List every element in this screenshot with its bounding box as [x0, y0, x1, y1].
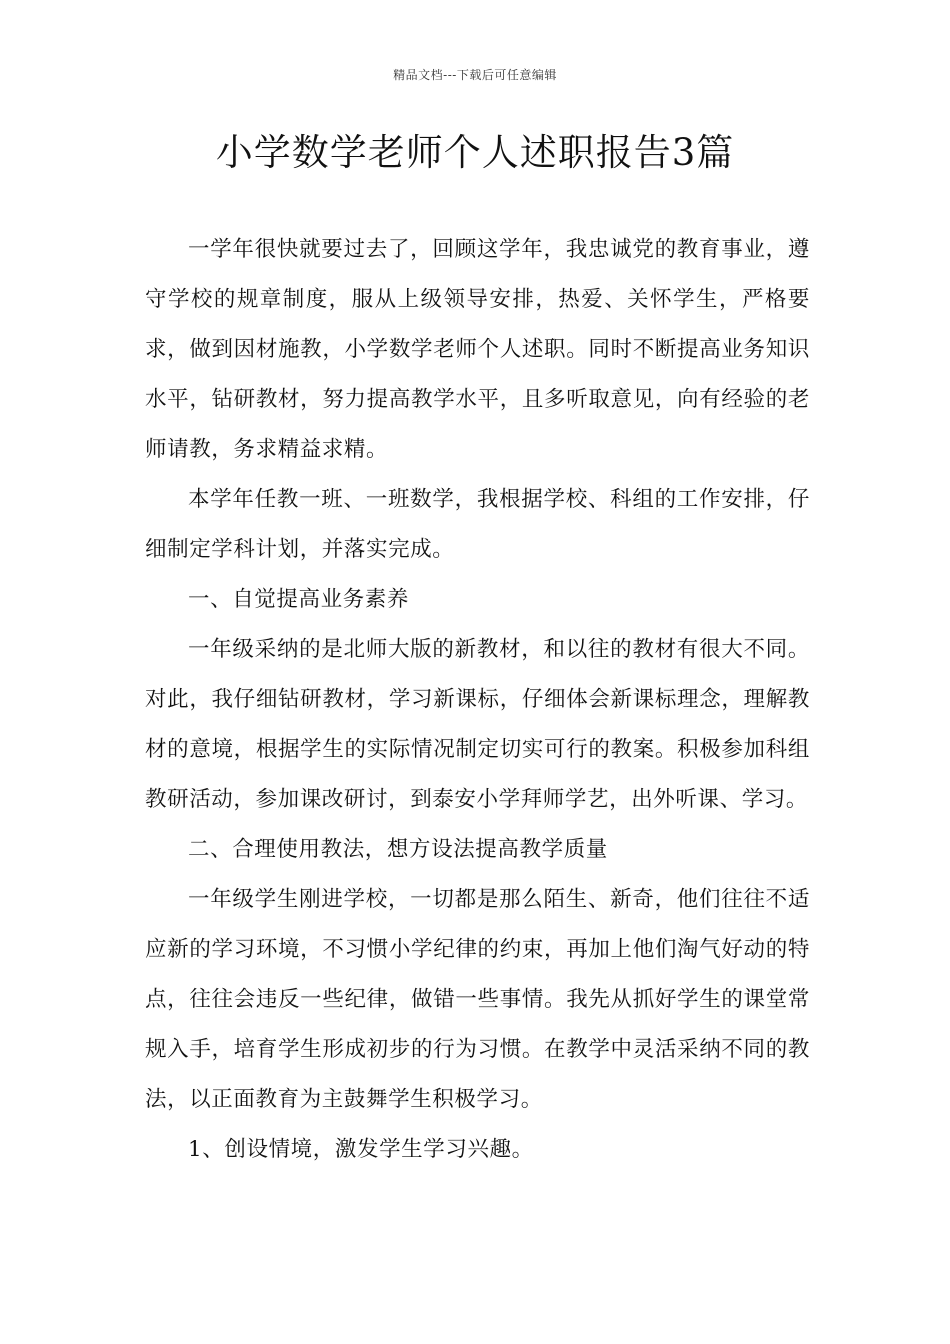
document-title: 小学数学老师个人述职报告3篇 [215, 131, 735, 174]
section-heading-2: 二、合理使用教法，想方设法提高教学质量 [188, 837, 608, 862]
paragraph-section-1: 一年级采纳的是北师大版的新教材，和以往的教材有很大不同。对此，我仔细钻研教材，学习新课标，仔细体会新课标理念，理解教材的意境，根据学生的实际情况制定切实可行的教案。积极参加科组教研活动，参加课改研讨，到泰安小学拜师学艺，出外听课、学习。 [145, 637, 810, 812]
header-note: 精品文档---下载后可任意编辑 [393, 68, 557, 82]
document-body [145, 225, 810, 1175]
subsection-heading-1: 1、创设情境，激发学生学习兴趣。 [188, 1137, 534, 1162]
paragraph-section-2: 一年级学生刚进学校，一切都是那么陌生、新奇，他们往往不适应新的学习环境，不习惯小学纪律的约束，再加上他们淘气好动的特点，往往会违反一些纪律，做错一些事情。我先从抓好学生的课堂常规入手，培育学生形成初步的行为习惯。在教学中灵活采纳不同的教法，以正面教育为主鼓舞学生积极学习。 [145, 887, 810, 1112]
paragraph-intro: 一学年很快就要过去了，回顾这学年，我忠诚党的教育事业，遵守学校的规章制度，服从上级领导安排，热爱、关怀学生，严格要求，做到因材施教，小学数学老师个人述职。同时不断提高业务知识水平，钻研教材，努力提高教学水平，且多听取意见，向有经验的老师请教，务求精益求精。 [145, 237, 810, 462]
paragraph-teaching-assignment: 本学年任教一班、一班数学，我根据学校、科组的工作安排，仔细制定学科计划，并落实完成。 [145, 487, 810, 562]
section-heading-1: 一、自觉提高业务素养 [188, 587, 410, 612]
